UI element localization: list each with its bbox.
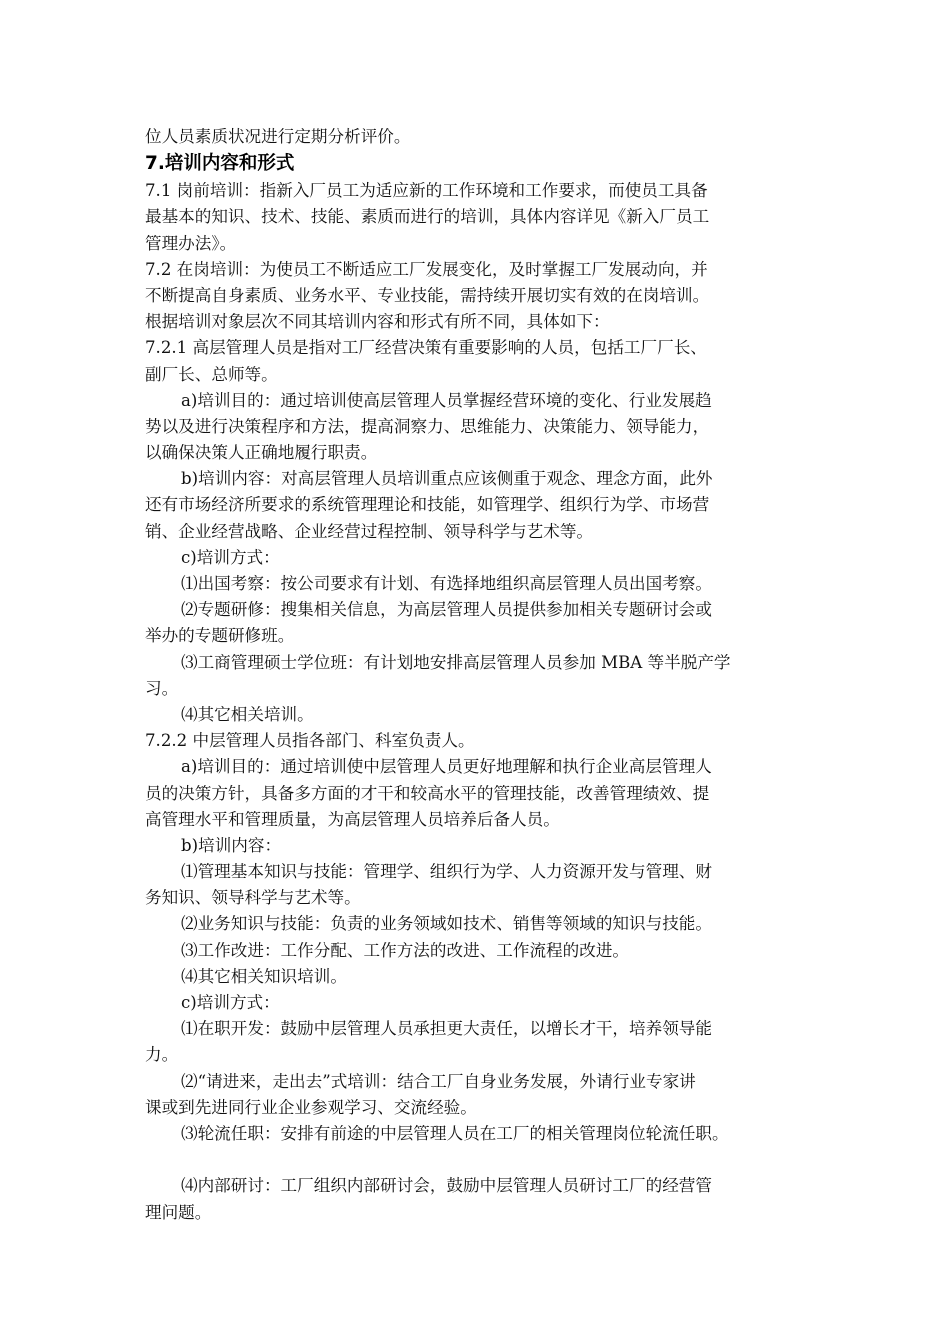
paragraph-line: a)培训目的：通过培训使高层管理人员掌握经营环境的变化、行业发展趋 (181, 390, 712, 410)
paragraph-line: 员的决策方针，具备多方面的才干和较高水平的管理技能，改善管理绩效、提 (145, 783, 710, 803)
paragraph-line: b)培训内容：对高层管理人员培训重点应该侧重于观念、理念方面，此外 (181, 469, 713, 489)
paragraph-line: 以确保决策人正确地履行职责。 (145, 443, 378, 463)
paragraph-line: a)培训目的：通过培训使中层管理人员更好地理解和执行企业高层管理人 (181, 757, 712, 777)
paragraph-line: ⑷其它相关培训。 (181, 704, 314, 724)
paragraph-line: c)培训方式： (181, 993, 280, 1012)
paragraph-line: ⑵“请进来，走出去”式培训：结合工厂自身业务发展，外请行业专家讲 (181, 1071, 696, 1091)
paragraph-line: 高管理水平和管理质量，为高层管理人员培养后备人员。 (145, 809, 560, 829)
paragraph-line: ⑷内部研讨：工厂组织内部研讨会，鼓励中层管理人员研讨工厂的经营管 (181, 1176, 712, 1196)
paragraph-line: ⑶工商管理硕士学位班：有计划地安排高层管理人员参加 MBA 等半脱产学 (181, 652, 731, 672)
paragraph-line: 7.2 在岗培训：为使员工不断适应工厂发展变化，及时掌握工厂发展动向，并 (145, 259, 708, 279)
paragraph-line: 理问题。 (145, 1202, 212, 1222)
paragraph-line: 还有市场经济所要求的系统管理理论和技能，如管理学、组织行为学、市场营 (145, 495, 710, 515)
paragraph-line: 销、企业经营战略、企业经营过程控制、领导科学与艺术等。 (145, 521, 594, 541)
paragraph-line: 课或到先进同行业企业参观学习、交流经验。 (145, 1097, 477, 1117)
paragraph-line: 位人员素质状况进行定期分析评价。 (145, 127, 411, 146)
paragraph-line: 7.2.2 中层管理人员指各部门、科室负责人。 (145, 731, 475, 751)
paragraph-line: 副厂长、总师等。 (145, 364, 278, 384)
paragraph-line: 最基本的知识、技术、技能、素质而进行的培训，具体内容详见《新入厂员工 (145, 207, 710, 227)
paragraph-line: ⑴在职开发：鼓励中层管理人员承担更大责任，以增长才干，培养领导能 (181, 1019, 712, 1039)
paragraph-line: ⑴管理基本知识与技能：管理学、组织行为学、人力资源开发与管理、财 (181, 862, 712, 882)
paragraph-line: ⑵业务知识与技能：负责的业务领域如技术、销售等领域的知识与技能。 (181, 914, 712, 934)
paragraph-line: 务知识、领导科学与艺术等。 (145, 888, 361, 908)
paragraph-line: 势以及进行决策程序和方法，提高洞察力、思维能力、决策能力、领导能力， (145, 416, 710, 436)
paragraph-line: 习。 (145, 678, 179, 698)
paragraph-line: 管理办法》。 (145, 233, 237, 253)
paragraph-line: 7.1 岗前培训：指新入厂员工为适应新的工作环境和工作要求，而使员工具备 (145, 181, 708, 201)
paragraph-line: 力。 (145, 1045, 179, 1065)
paragraph-line: ⑶工作改进：工作分配、工作方法的改进、工作流程的改进。 (181, 940, 630, 960)
paragraph-line: 举办的专题研修班。 (145, 626, 295, 646)
paragraph-line: ⑶轮流任职：安排有前途的中层管理人员在工厂的相关管理岗位轮流任职。 (181, 1123, 729, 1143)
paragraph-line: b)培训内容： (181, 835, 282, 855)
section-heading: 7.培训内容和形式 (145, 153, 295, 175)
paragraph-line: 7.2.1 高层管理人员是指对工厂经营决策有重要影响的人员，包括工厂厂长、 (145, 338, 707, 358)
document-body (145, 124, 815, 1226)
paragraph-line: 根据培训对象层次不同其培训内容和形式有所不同，具体如下： (145, 312, 610, 332)
paragraph-line: ⑵专题研修：搜集相关信息，为高层管理人员提供参加相关专题研讨会或 (181, 600, 712, 620)
paragraph-line: c)培训方式： (181, 547, 280, 567)
blank-line (145, 1147, 815, 1173)
paragraph-line: ⑴出国考察：按公司要求有计划、有选择地组织高层管理人员出国考察。 (181, 574, 712, 593)
paragraph-line: ⑷其它相关知识培训。 (181, 966, 347, 986)
paragraph-line: 不断提高自身素质、业务水平、专业技能，需持续开展切实有效的在岗培训。 (145, 285, 710, 305)
